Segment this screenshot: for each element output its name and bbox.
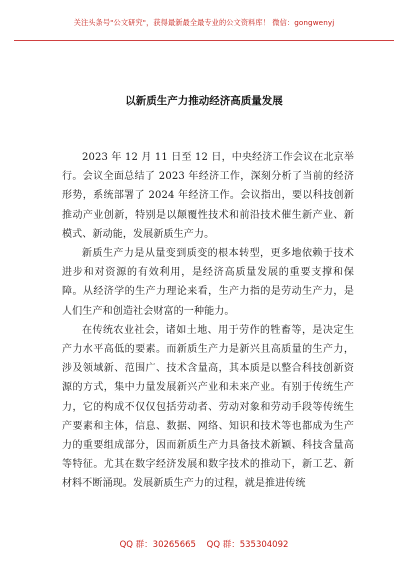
document-title: 以新质生产力推动经济高质量发展 [125,95,283,107]
paragraph-3: 在传统农业社会，诸如土地、用于劳作的牲畜等，是决定生产力水平高低的要素。而新质生产力是新兴且高质量的生产力，涉及领域新、范围广、技术含量高，其本质是以整合科技创新资源的方式，集中力量发展新兴产业和未来产业。有别于传统生产力，它的构成不仅仅包括劳动者、劳动对象和劳动手段等传统生产要素和主体，信息、数据、网络、知识和技术等也都成为生产力的重要组成部分，因而新质生产力具备技术新颖、科技含量高等特征。尤其在数字经济发展和数字技术的推动下，新工艺、新材料不断涌现。发展新质生产力的过程，就是推进传统 [62,324,354,490]
footer-contact [0,538,408,550]
document-body [62,148,354,494]
top-banner: 关注头条号"公文研究"，获得最新最全最专业的公文资料库！ 微信：gongwenyj [73,18,335,27]
paragraph-1: 2023 年 12 月 11 日至 12 日，中央经济工作会议在北京举行。会议全面总结了 2023 年经济工作，深刻分析了当前的经济形势，系统部署了 2024 年经济工作。会议指出，要以科技创新推动产业创新，特别是以颠覆性技术和前沿技术催生新产业、新模式、新动能，发展新质生产力。 [62,152,354,240]
paragraph-2: 新质生产力是从量变到质变的根本转型，更多地依赖于技术进步和对资源的有效利用，是经济高质量发展的重要支撑和保障。从经济学的生产力理论来看，生产力指的是劳动生产力，是人们生产和创造社会财富的一种能力。 [62,248,354,317]
qq-group-1: QQ 群：30265665 [119,540,196,550]
header-divider [14,40,394,41]
qq-group-2: QQ 群：535304092 [206,540,289,550]
